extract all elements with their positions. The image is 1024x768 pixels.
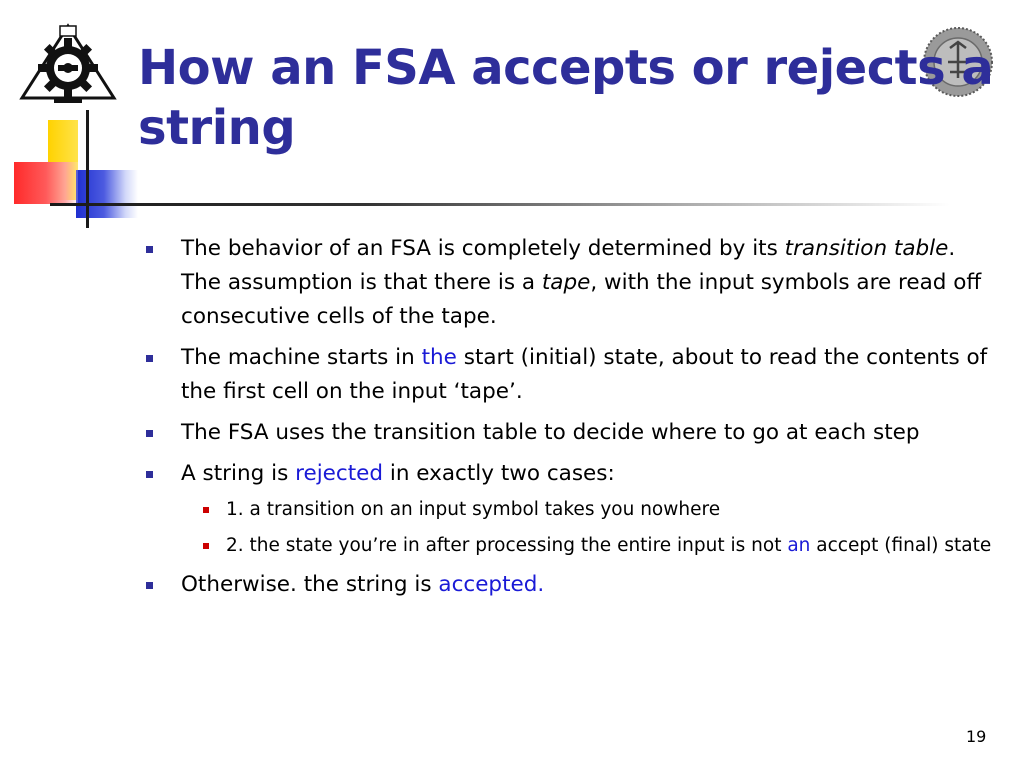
highlight-the: the bbox=[421, 345, 457, 370]
sub-bullet-text: 1. a transition on an input symbol takes you nowhere bbox=[226, 499, 721, 520]
sub-bullet-text: 2. the state you’re in after processing the entire input is not bbox=[226, 535, 788, 556]
page-number: 19 bbox=[966, 727, 987, 746]
term-tape: tape bbox=[541, 270, 591, 295]
bullet-text: start (initial) state, about to read the contents of the first cell on the input ‘tape’. bbox=[181, 345, 988, 404]
bullet-text: , with the input symbols are read off consecutive cells of the tape. bbox=[181, 270, 982, 329]
sub-bullet-list bbox=[181, 495, 996, 561]
bullet-list bbox=[146, 232, 996, 602]
bullet-text: The machine starts in bbox=[181, 345, 422, 370]
bullet-text: A string is bbox=[181, 461, 296, 486]
bullet-item-rejected bbox=[146, 457, 996, 561]
bullet-item-accepted bbox=[146, 568, 996, 602]
slide-title: How an FSA accepts or rejects a string bbox=[138, 40, 994, 156]
decor-vertical-line bbox=[86, 110, 89, 228]
bullet-text: Otherwise. the string is bbox=[181, 572, 439, 597]
sub-bullet-text: accept (final) state bbox=[810, 535, 992, 556]
bullet-text: The FSA uses the transition table to decide where to go at each step bbox=[181, 420, 920, 445]
decor-red-block bbox=[14, 162, 78, 204]
bullet-text: in exactly two cases: bbox=[383, 461, 615, 486]
sub-bullet-item-nowhere bbox=[181, 495, 996, 525]
gear-emblem-logo-icon bbox=[18, 22, 118, 104]
bullet-item-transition-table bbox=[146, 416, 996, 450]
highlight-an: an bbox=[787, 535, 811, 556]
highlight-accepted: accepted. bbox=[438, 572, 545, 597]
term-transition-table: transition table bbox=[784, 236, 949, 261]
sub-bullet-item-not-accept bbox=[181, 531, 996, 561]
slide-body bbox=[146, 232, 996, 609]
bullet-item-start-state bbox=[146, 341, 996, 409]
bullet-text: The behavior of an FSA is completely determined by its bbox=[181, 236, 785, 261]
bullet-item-behavior bbox=[146, 232, 996, 334]
title-underline bbox=[50, 203, 950, 206]
highlight-rejected: rejected bbox=[295, 461, 384, 486]
bullet-text: . The assumption is that there is a bbox=[181, 236, 956, 295]
